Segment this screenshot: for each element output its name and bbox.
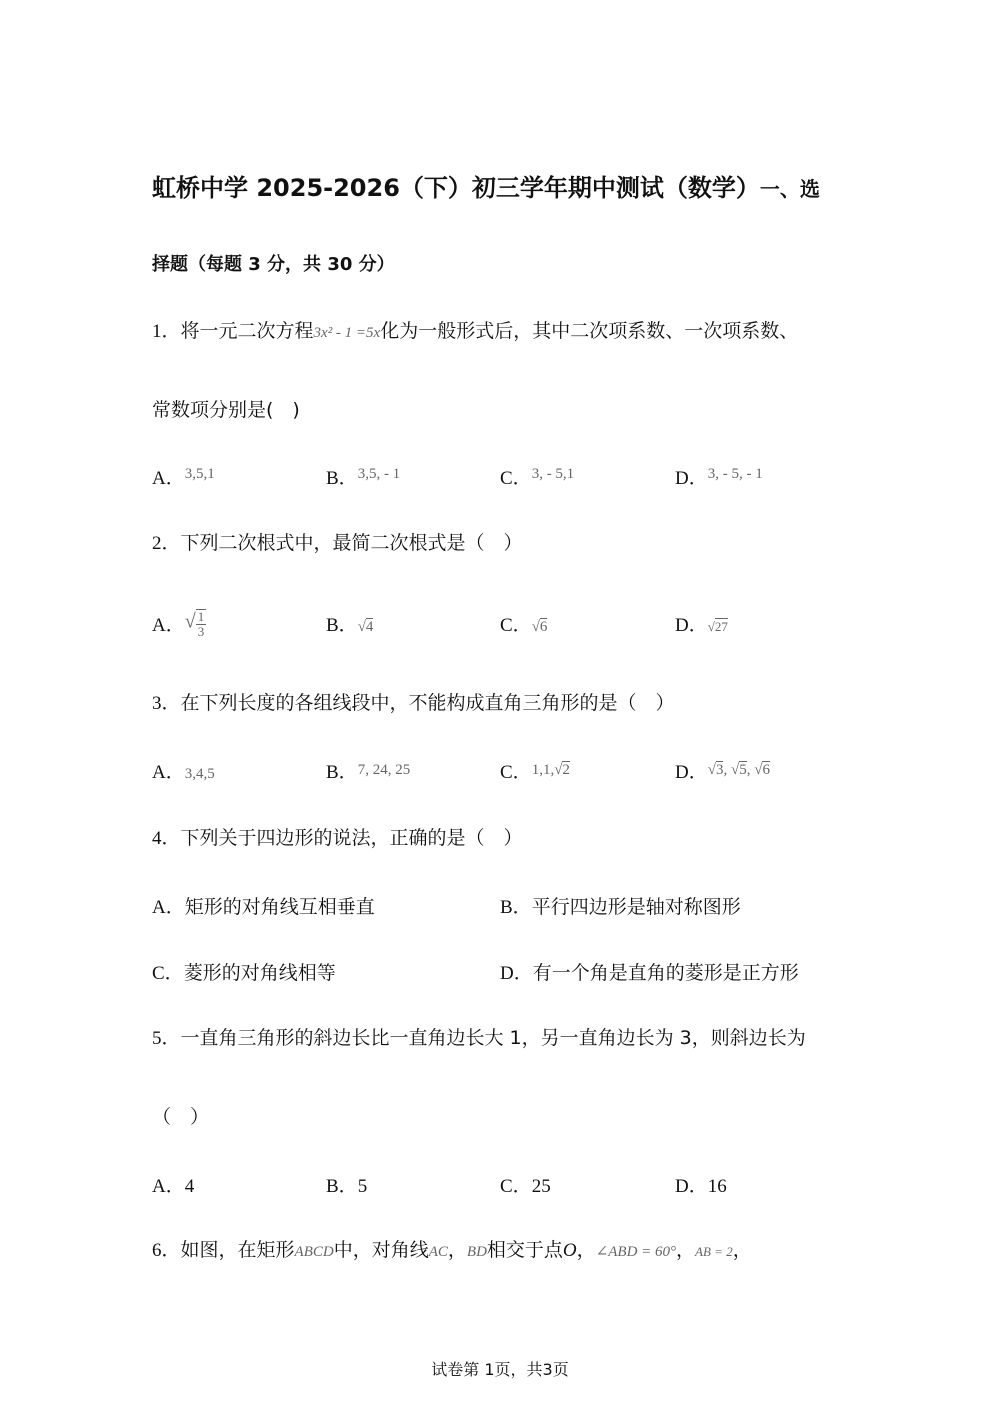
option-c[interactable] xyxy=(500,463,574,490)
option-value: 3,5, - 1 xyxy=(357,466,401,482)
option-value: 有一个角是直角的菱形是正方形 xyxy=(532,962,799,984)
option-d[interactable] xyxy=(675,1171,727,1198)
option-a[interactable] xyxy=(152,892,375,919)
exam-title-main: 虹桥中学 2025-2026（下）初三学年期中测试（数学） xyxy=(152,174,760,202)
sqrt-value: 5 xyxy=(739,762,747,778)
question-number: 6． xyxy=(152,1240,181,1261)
option-label: B． xyxy=(326,762,358,783)
fraction-numerator: 1 xyxy=(197,608,205,624)
equation: 3x² - 1 =5x xyxy=(313,325,381,341)
sqrt-value: 4 xyxy=(365,619,374,635)
question-text: ， xyxy=(447,1239,467,1261)
option-value: 菱形的对角线相等 xyxy=(183,962,336,984)
question-number: 1． xyxy=(152,321,181,342)
option-d[interactable] xyxy=(500,958,799,985)
option-label: C． xyxy=(500,615,532,636)
page-footer: 试卷第 1页，共3页 xyxy=(431,1360,569,1379)
sqrt-value: 2 xyxy=(562,762,570,778)
option-value: 16 xyxy=(707,1176,727,1197)
option-value: 3,5,1 xyxy=(184,466,215,482)
question-number: 2． xyxy=(152,533,181,554)
option-b[interactable] xyxy=(326,757,410,784)
option-label: C． xyxy=(500,1176,532,1197)
option-b[interactable] xyxy=(500,892,741,919)
sqrt-value: 3 xyxy=(715,762,724,778)
option-label: D． xyxy=(675,615,708,636)
question-4 xyxy=(152,825,523,852)
option-a[interactable] xyxy=(152,757,215,784)
option-d[interactable] xyxy=(675,463,763,490)
option-c[interactable] xyxy=(152,958,336,985)
option-value: 7, 24, 25 xyxy=(357,762,411,778)
option-a[interactable] xyxy=(152,463,215,490)
sqrt-value: 27 xyxy=(714,619,728,634)
option-c[interactable]: C．√6 xyxy=(500,615,548,636)
math-term: ∠ABD = 60° xyxy=(595,1244,677,1260)
math-term: O xyxy=(562,1240,577,1261)
option-d[interactable]: D．$^{√3, √5, √6}$ xyxy=(675,762,770,783)
option-value: 平行四边形是轴对称图形 xyxy=(531,896,741,918)
question-5 xyxy=(152,1025,806,1052)
question-number: 3． xyxy=(152,693,181,714)
option-b[interactable] xyxy=(326,1171,367,1198)
option-label: D． xyxy=(675,1176,708,1197)
option-label: A． xyxy=(152,468,185,489)
question-2 xyxy=(152,530,523,557)
option-label: B． xyxy=(326,615,358,636)
option-c[interactable] xyxy=(500,1171,551,1198)
section-heading: 择题（每题 3 分，共 30 分） xyxy=(152,254,395,275)
option-label: B． xyxy=(500,897,532,918)
question-6 xyxy=(152,1237,752,1265)
question-1 xyxy=(152,318,798,346)
option-value: 3, - 5, - 1 xyxy=(707,466,763,482)
option-label: B． xyxy=(326,1176,358,1197)
option-a[interactable] xyxy=(152,610,206,643)
option-label: D． xyxy=(500,963,533,984)
option-value: 4 xyxy=(184,1176,195,1197)
option-label: A． xyxy=(152,897,185,918)
question-number: 4． xyxy=(152,828,181,849)
option-a[interactable] xyxy=(152,1171,194,1198)
question-text: 下列二次根式中，最简二次根式是（ ） xyxy=(180,532,523,554)
question-text: 相交于点 xyxy=(486,1239,563,1261)
math-term: AB = 2 xyxy=(695,1244,733,1259)
option-value: 5 xyxy=(357,1176,368,1197)
math-term: ABCD xyxy=(294,1244,334,1260)
option-label: A． xyxy=(152,1176,185,1197)
sqrt-value: 6 xyxy=(539,619,548,635)
option-d[interactable]: D．√27 xyxy=(675,615,728,636)
question-text: ， xyxy=(576,1239,596,1261)
sqrt-value: 6 xyxy=(762,762,770,778)
option-label: D． xyxy=(675,762,708,783)
option-value: 3,4,5 xyxy=(184,766,215,782)
option-value: 1,1, xyxy=(531,762,555,778)
question-text: 将一元二次方程 xyxy=(180,320,314,342)
question-text: 化为一般形式后，其中二次项系数、一次项系数、 xyxy=(380,320,799,342)
question-text: 一直角三角形的斜边长比一直角边长大 1，另一直角边长为 3，则斜边长为 xyxy=(180,1027,806,1049)
exam-title-tail: 一、选 xyxy=(759,177,820,201)
option-value: 3, - 5,1 xyxy=(531,466,575,482)
option-value: 矩形的对角线互相垂直 xyxy=(184,896,375,918)
option-label: C． xyxy=(500,468,532,489)
question-number: 5． xyxy=(152,1028,181,1049)
math-term: AC xyxy=(428,1244,448,1260)
option-label: B． xyxy=(326,468,358,489)
question-5-line2: （ ） xyxy=(152,1106,210,1128)
question-text: 如图，在矩形 xyxy=(180,1239,295,1261)
math-term: BD xyxy=(466,1244,487,1260)
option-label: C． xyxy=(500,762,532,783)
exam-title xyxy=(152,168,820,203)
option-label: A． xyxy=(152,615,185,636)
sqrt-fraction: √ $\frac{1}{3}$ xyxy=(184,608,205,639)
question-text: ， xyxy=(732,1239,752,1261)
question-text: 中，对角线 xyxy=(333,1239,429,1261)
question-text: 下列关于四边形的说法，正确的是（ ） xyxy=(180,827,523,849)
question-text: 在下列长度的各组线段中，不能构成直角三角形的是（ ） xyxy=(180,692,675,714)
question-text: ， xyxy=(676,1239,696,1261)
option-c[interactable]: C．$^{1,1,√2}$ xyxy=(500,762,570,783)
option-label: A． xyxy=(152,762,185,783)
option-label: D． xyxy=(675,468,708,489)
option-b[interactable] xyxy=(326,463,400,490)
question-3 xyxy=(152,690,675,717)
option-value: 25 xyxy=(531,1176,551,1197)
fraction-denominator: 3 xyxy=(197,623,205,639)
question-1-line2: 常数项分别是( ) xyxy=(152,399,300,421)
option-label: C． xyxy=(152,963,184,984)
option-b[interactable]: B．√4 xyxy=(326,615,374,636)
